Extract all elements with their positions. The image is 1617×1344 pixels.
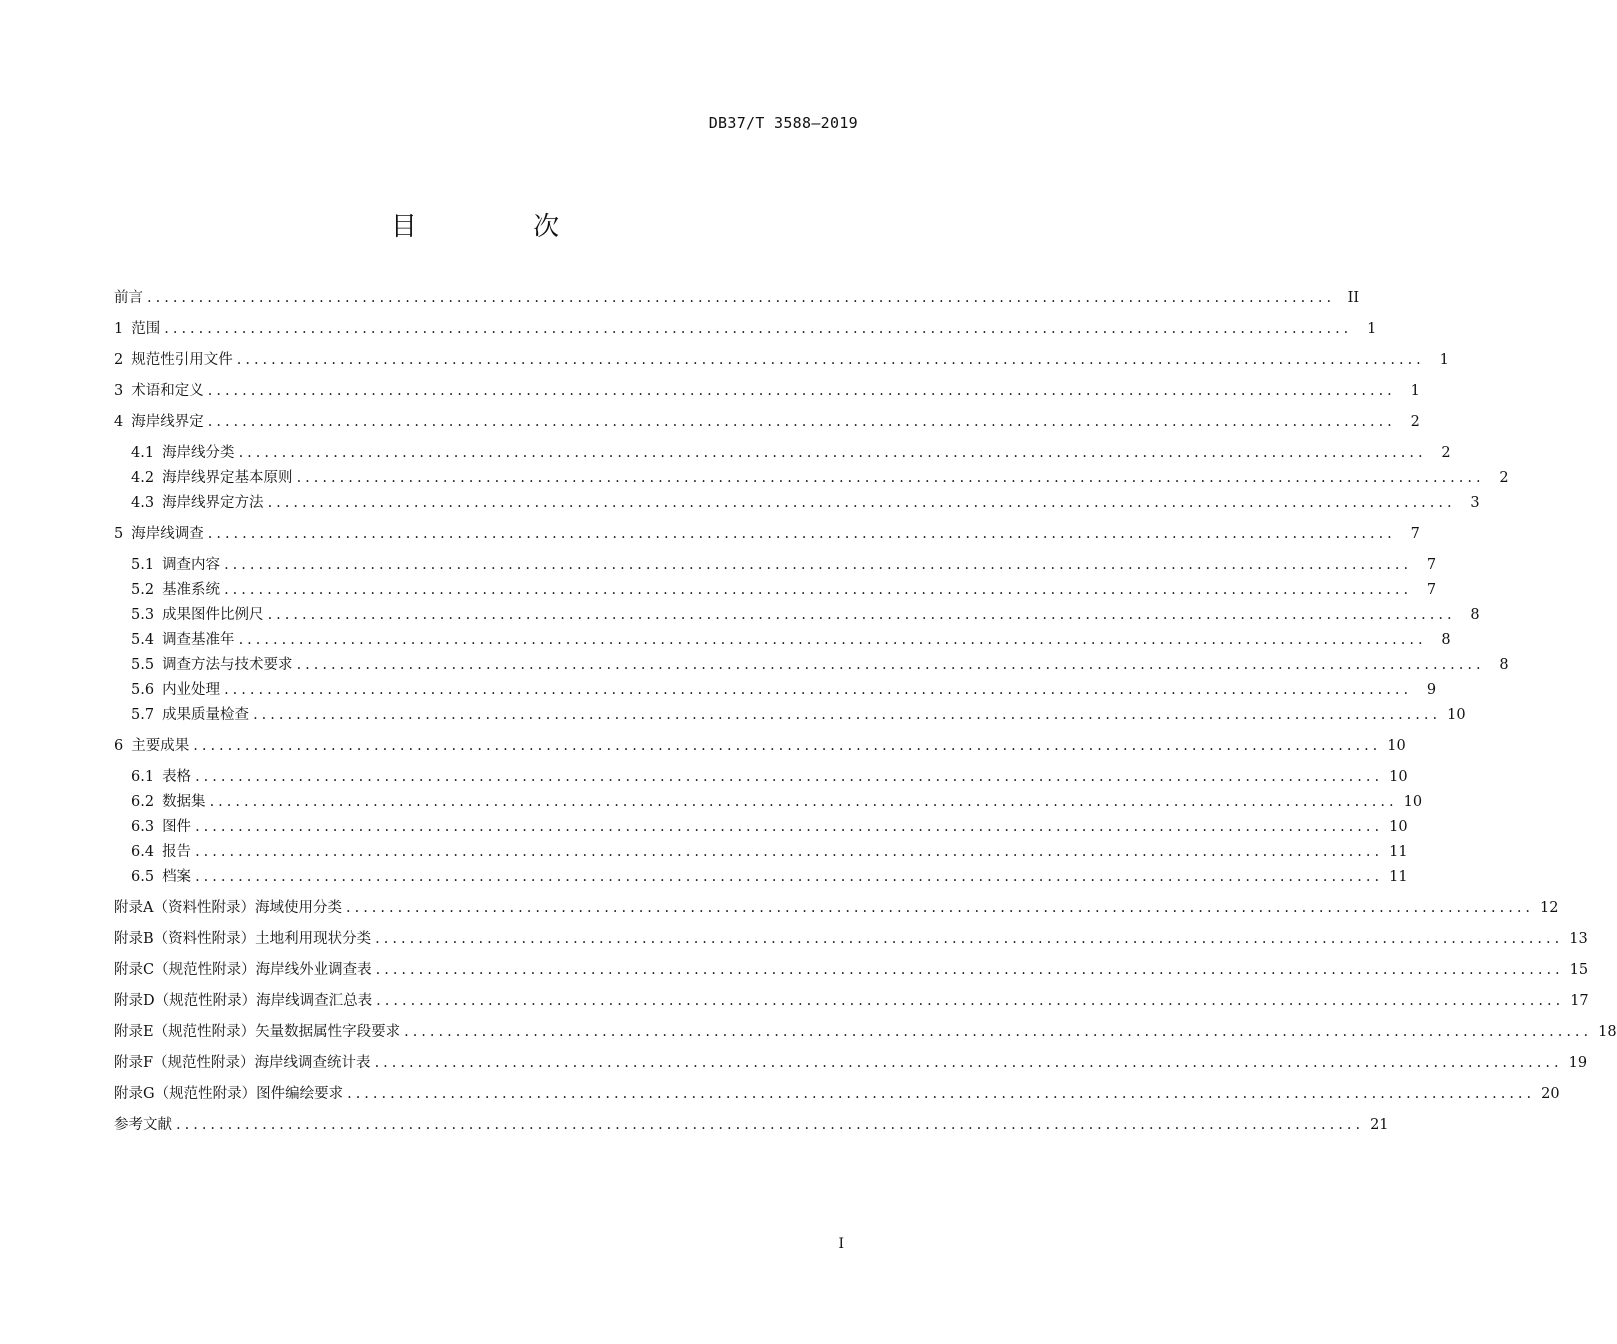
toc-subentry[interactable] [131, 866, 1408, 888]
toc-subentry[interactable] [131, 604, 1480, 626]
toc-entry-page: 1 [1410, 383, 1420, 399]
toc-entry-page: 20 [1541, 1086, 1560, 1102]
standard-number: DB37/T 3588—2019 [708, 114, 858, 132]
appendix-note: （规范性附录） [154, 1086, 257, 1102]
toc-entry-page: 11 [1389, 844, 1408, 860]
dot-leader: .......................................................................................................................................... [195, 869, 1384, 885]
toc-entry-page: 7 [1426, 582, 1437, 598]
appendix-prefix2: 录 [128, 1024, 143, 1040]
toc-entry-page: 8 [1441, 632, 1451, 648]
toc-entry-title: 海岸线分类 [162, 445, 235, 461]
dot-leader: .......................................................................................................................................... [207, 526, 1396, 542]
toc-entry-title: 数据集 [162, 794, 206, 810]
toc-entry-title: 前言 [114, 290, 143, 306]
toc-entry-number: 6.3 [131, 819, 155, 835]
toc-subentry[interactable] [131, 467, 1509, 489]
dot-leader: .......................................................................................................................................... [176, 1117, 1365, 1133]
appendix-prefix: 附 [114, 1086, 129, 1102]
toc-appendix-f[interactable] [114, 1052, 1588, 1074]
dot-leader: .......................................................................................................................................... [267, 495, 1456, 511]
appendix-note: （规范性附录） [153, 1024, 256, 1040]
dot-leader: .......................................................................................................................................... [375, 931, 1564, 947]
dot-leader: .......................................................................................................................................... [195, 844, 1384, 860]
toc-entry-title: 图件 [162, 819, 192, 835]
dot-leader: .......................................................................................................................................... [238, 632, 1427, 648]
toc-entry-page: 10 [1403, 794, 1423, 810]
page-number: I [838, 1236, 844, 1252]
toc-entry-page: 15 [1569, 962, 1589, 978]
toc-entry-title: 主要成果 [131, 738, 190, 754]
toc-entry-number: 6.5 [131, 869, 155, 885]
toc-entry-number: 5.4 [131, 632, 155, 648]
appendix-letter: F [143, 1055, 154, 1071]
toc-entry-number: 5.2 [131, 582, 155, 598]
toc-subentry[interactable] [131, 816, 1408, 838]
toc-entry-page: 1 [1367, 321, 1377, 337]
dot-leader: .......................................................................................................................................... [376, 993, 1565, 1009]
toc-appendix-b[interactable] [114, 928, 1588, 950]
toc-entry-page: 9 [1426, 682, 1437, 698]
toc-subentry[interactable] [131, 629, 1451, 651]
toc-entry-page: 13 [1569, 931, 1588, 947]
toc-entry-page: 12 [1540, 900, 1559, 916]
toc-entry-title: 术语和定义 [131, 383, 204, 399]
appendix-prefix: 附 [114, 1024, 129, 1040]
dot-leader: .......................................................................................................................................... [238, 445, 1427, 461]
toc-entry-number: 4.3 [131, 495, 155, 511]
toc-entry[interactable] [114, 523, 1420, 545]
toc-entry-page: 21 [1370, 1117, 1389, 1133]
toc-entry-page: 18 [1598, 1024, 1617, 1040]
appendix-letter: A [143, 900, 154, 916]
dot-leader: .......................................................................................................................................... [267, 607, 1456, 623]
toc-subentry[interactable] [131, 554, 1437, 576]
toc-entry-page: II [1347, 290, 1360, 306]
toc-entry-title: 表格 [162, 769, 192, 785]
toc-appendix-d[interactable] [114, 990, 1589, 1012]
toc-entry-title: 档案 [162, 869, 192, 885]
appendix-prefix: 附 [114, 962, 129, 978]
toc-entry-number: 4 [114, 414, 124, 430]
appendix-title: 土地利用现状分类 [255, 931, 372, 947]
appendix-title: 海岸线调查汇总表 [256, 993, 373, 1009]
toc-entry-page: 3 [1470, 495, 1480, 511]
appendix-title: 图件编绘要求 [256, 1086, 344, 1102]
appendix-letter: E [143, 1024, 154, 1040]
appendix-note: （规范性附录） [153, 1055, 255, 1071]
toc-entry-title: 规范性引用文件 [131, 352, 233, 368]
toc-entry-title: 内业处理 [162, 682, 221, 698]
toc-entry[interactable] [114, 380, 1420, 402]
dot-leader: .......................................................................................................................................... [195, 819, 1384, 835]
toc-entry-number: 6.1 [131, 769, 155, 785]
appendix-prefix2: 录 [128, 962, 143, 978]
toc-entry-page: 11 [1389, 869, 1408, 885]
toc-entry-page: 8 [1470, 607, 1480, 623]
dot-leader: .......................................................................................................................................... [296, 470, 1485, 486]
toc-entry-page: 7 [1410, 526, 1420, 542]
toc-entry-number: 4.2 [131, 470, 155, 486]
appendix-prefix: 附 [114, 900, 129, 916]
toc-entry-title: 参考文献 [114, 1117, 172, 1133]
toc-entry[interactable] [114, 318, 1377, 340]
toc-subentry[interactable] [131, 791, 1423, 813]
toc-entry-references[interactable] [114, 1114, 1389, 1136]
toc-entry-page: 10 [1387, 738, 1406, 754]
toc-entry-page: 17 [1570, 993, 1589, 1009]
toc-entry-number: 4.1 [131, 445, 155, 461]
toc-entry-number: 6.4 [131, 844, 155, 860]
dot-leader: .......................................................................................................................................... [209, 794, 1398, 810]
toc-entry-page: 7 [1426, 557, 1437, 573]
appendix-prefix: 附 [114, 993, 129, 1009]
toc-entry-title: 海岸线界定 [131, 414, 204, 430]
toc-entry-number: 5 [114, 526, 124, 542]
dot-leader: .......................................................................................................................................... [207, 383, 1396, 399]
toc-entry-title: 成果图件比例尺 [162, 607, 264, 623]
appendix-title: 海域使用分类 [254, 900, 342, 916]
toc-entry-number: 5.3 [131, 607, 155, 623]
toc-entry-title: 海岸线调查 [131, 526, 204, 542]
appendix-prefix2: 录 [128, 931, 143, 947]
toc-entry-number: 6 [114, 738, 124, 754]
toc-appendix-a[interactable] [114, 897, 1559, 919]
dot-leader: .......................................................................................................................................... [236, 352, 1425, 368]
appendix-title: 海岸线外业调查表 [255, 962, 372, 978]
toc-appendix-c[interactable] [114, 959, 1589, 981]
toc-entry-title: 基准系统 [162, 582, 221, 598]
appendix-note: （资料性附录） [153, 931, 256, 947]
appendix-letter: D [143, 993, 155, 1009]
toc-entry[interactable] [114, 735, 1406, 757]
toc-entry-number: 5.1 [131, 557, 155, 573]
toc-subentry[interactable] [131, 492, 1480, 514]
dot-leader: .......................................................................................................................................... [207, 414, 1396, 430]
toc-entry-foreword[interactable] [114, 287, 1360, 309]
toc-subentry[interactable] [131, 841, 1408, 863]
toc-entry-number: 3 [114, 383, 124, 399]
toc-entry-page: 8 [1499, 657, 1509, 673]
appendix-prefix2: 录 [128, 993, 143, 1009]
toc-entry-page: 2 [1410, 414, 1420, 430]
dot-leader: .......................................................................................................................................... [147, 290, 1336, 306]
appendix-letter: G [143, 1086, 155, 1102]
appendix-title: 矢量数据属性字段要求 [255, 1024, 401, 1040]
appendix-letter: C [143, 962, 155, 978]
dot-leader: .......................................................................................................................................... [224, 557, 1413, 573]
dot-leader: .......................................................................................................................................... [164, 321, 1353, 337]
appendix-prefix2: 录 [128, 1055, 143, 1071]
toc-subentry[interactable] [131, 442, 1451, 464]
toc-entry-page: 10 [1389, 819, 1408, 835]
appendix-prefix: 附 [114, 1055, 129, 1071]
toc-appendix-e[interactable] [114, 1021, 1617, 1043]
dot-leader: .......................................................................................................................................... [193, 738, 1382, 754]
toc-entry-page: 2 [1499, 470, 1509, 486]
appendix-title: 海岸线调查统计表 [254, 1055, 371, 1071]
toc-entry-title: 海岸线界定方法 [162, 495, 264, 511]
appendix-letter: B [143, 931, 154, 947]
toc-entry-page: 2 [1441, 445, 1451, 461]
toc-entry-title: 范围 [131, 321, 161, 337]
toc-entry-number: 2 [114, 352, 124, 368]
toc-entry-page: 1 [1439, 352, 1449, 368]
dot-leader: .......................................................................................................................................... [347, 1086, 1536, 1102]
toc-entry-number: 1 [114, 321, 124, 337]
dot-leader: .......................................................................................................................................... [253, 707, 1442, 723]
dot-leader: .......................................................................................................................................... [224, 582, 1413, 598]
toc-entry-title: 海岸线界定基本原则 [162, 470, 293, 486]
toc-subentry[interactable] [131, 766, 1408, 788]
toc-entry-number: 5.7 [131, 707, 155, 723]
toc-entry-page: 10 [1447, 707, 1466, 723]
toc-appendix-g[interactable] [114, 1083, 1560, 1105]
appendix-prefix2: 录 [128, 1086, 143, 1102]
appendix-prefix2: 录 [128, 900, 143, 916]
toc-entry-number: 5.6 [131, 682, 155, 698]
dot-leader: .......................................................................................................................................... [296, 657, 1485, 673]
appendix-note: （规范性附录） [154, 962, 256, 978]
appendix-note: （资料性附录） [153, 900, 255, 916]
toc-entry[interactable] [114, 349, 1449, 371]
toc-entry-title: 成果质量检查 [162, 707, 250, 723]
appendix-note: （规范性附录） [154, 993, 257, 1009]
toc-entry-page: 10 [1389, 769, 1408, 785]
toc-entry[interactable] [114, 411, 1420, 433]
toc-entry-number: 5.5 [131, 657, 155, 673]
dot-leader: .......................................................................................................................................... [224, 682, 1413, 698]
appendix-prefix: 附 [114, 931, 129, 947]
toc-entry-title: 调查基准年 [162, 632, 235, 648]
toc-subentry[interactable] [131, 579, 1437, 601]
dot-leader: .......................................................................................................................................... [345, 900, 1535, 916]
toc-entry-title: 报告 [162, 844, 192, 860]
toc-entry-page: 19 [1568, 1055, 1588, 1071]
dot-leader: .......................................................................................................................................... [404, 1024, 1593, 1040]
page-title: 目 次 [390, 212, 614, 242]
toc-entry-title: 调查方法与技术要求 [162, 657, 293, 673]
toc-subentry[interactable] [131, 654, 1509, 676]
toc-subentry[interactable] [131, 679, 1437, 701]
dot-leader: .......................................................................................................................................... [374, 1055, 1563, 1071]
dot-leader: .......................................................................................................................................... [195, 769, 1384, 785]
toc-subentry[interactable] [131, 704, 1466, 726]
dot-leader: .......................................................................................................................................... [375, 962, 1564, 978]
toc-entry-title: 调查内容 [162, 557, 221, 573]
toc-entry-number: 6.2 [131, 794, 155, 810]
